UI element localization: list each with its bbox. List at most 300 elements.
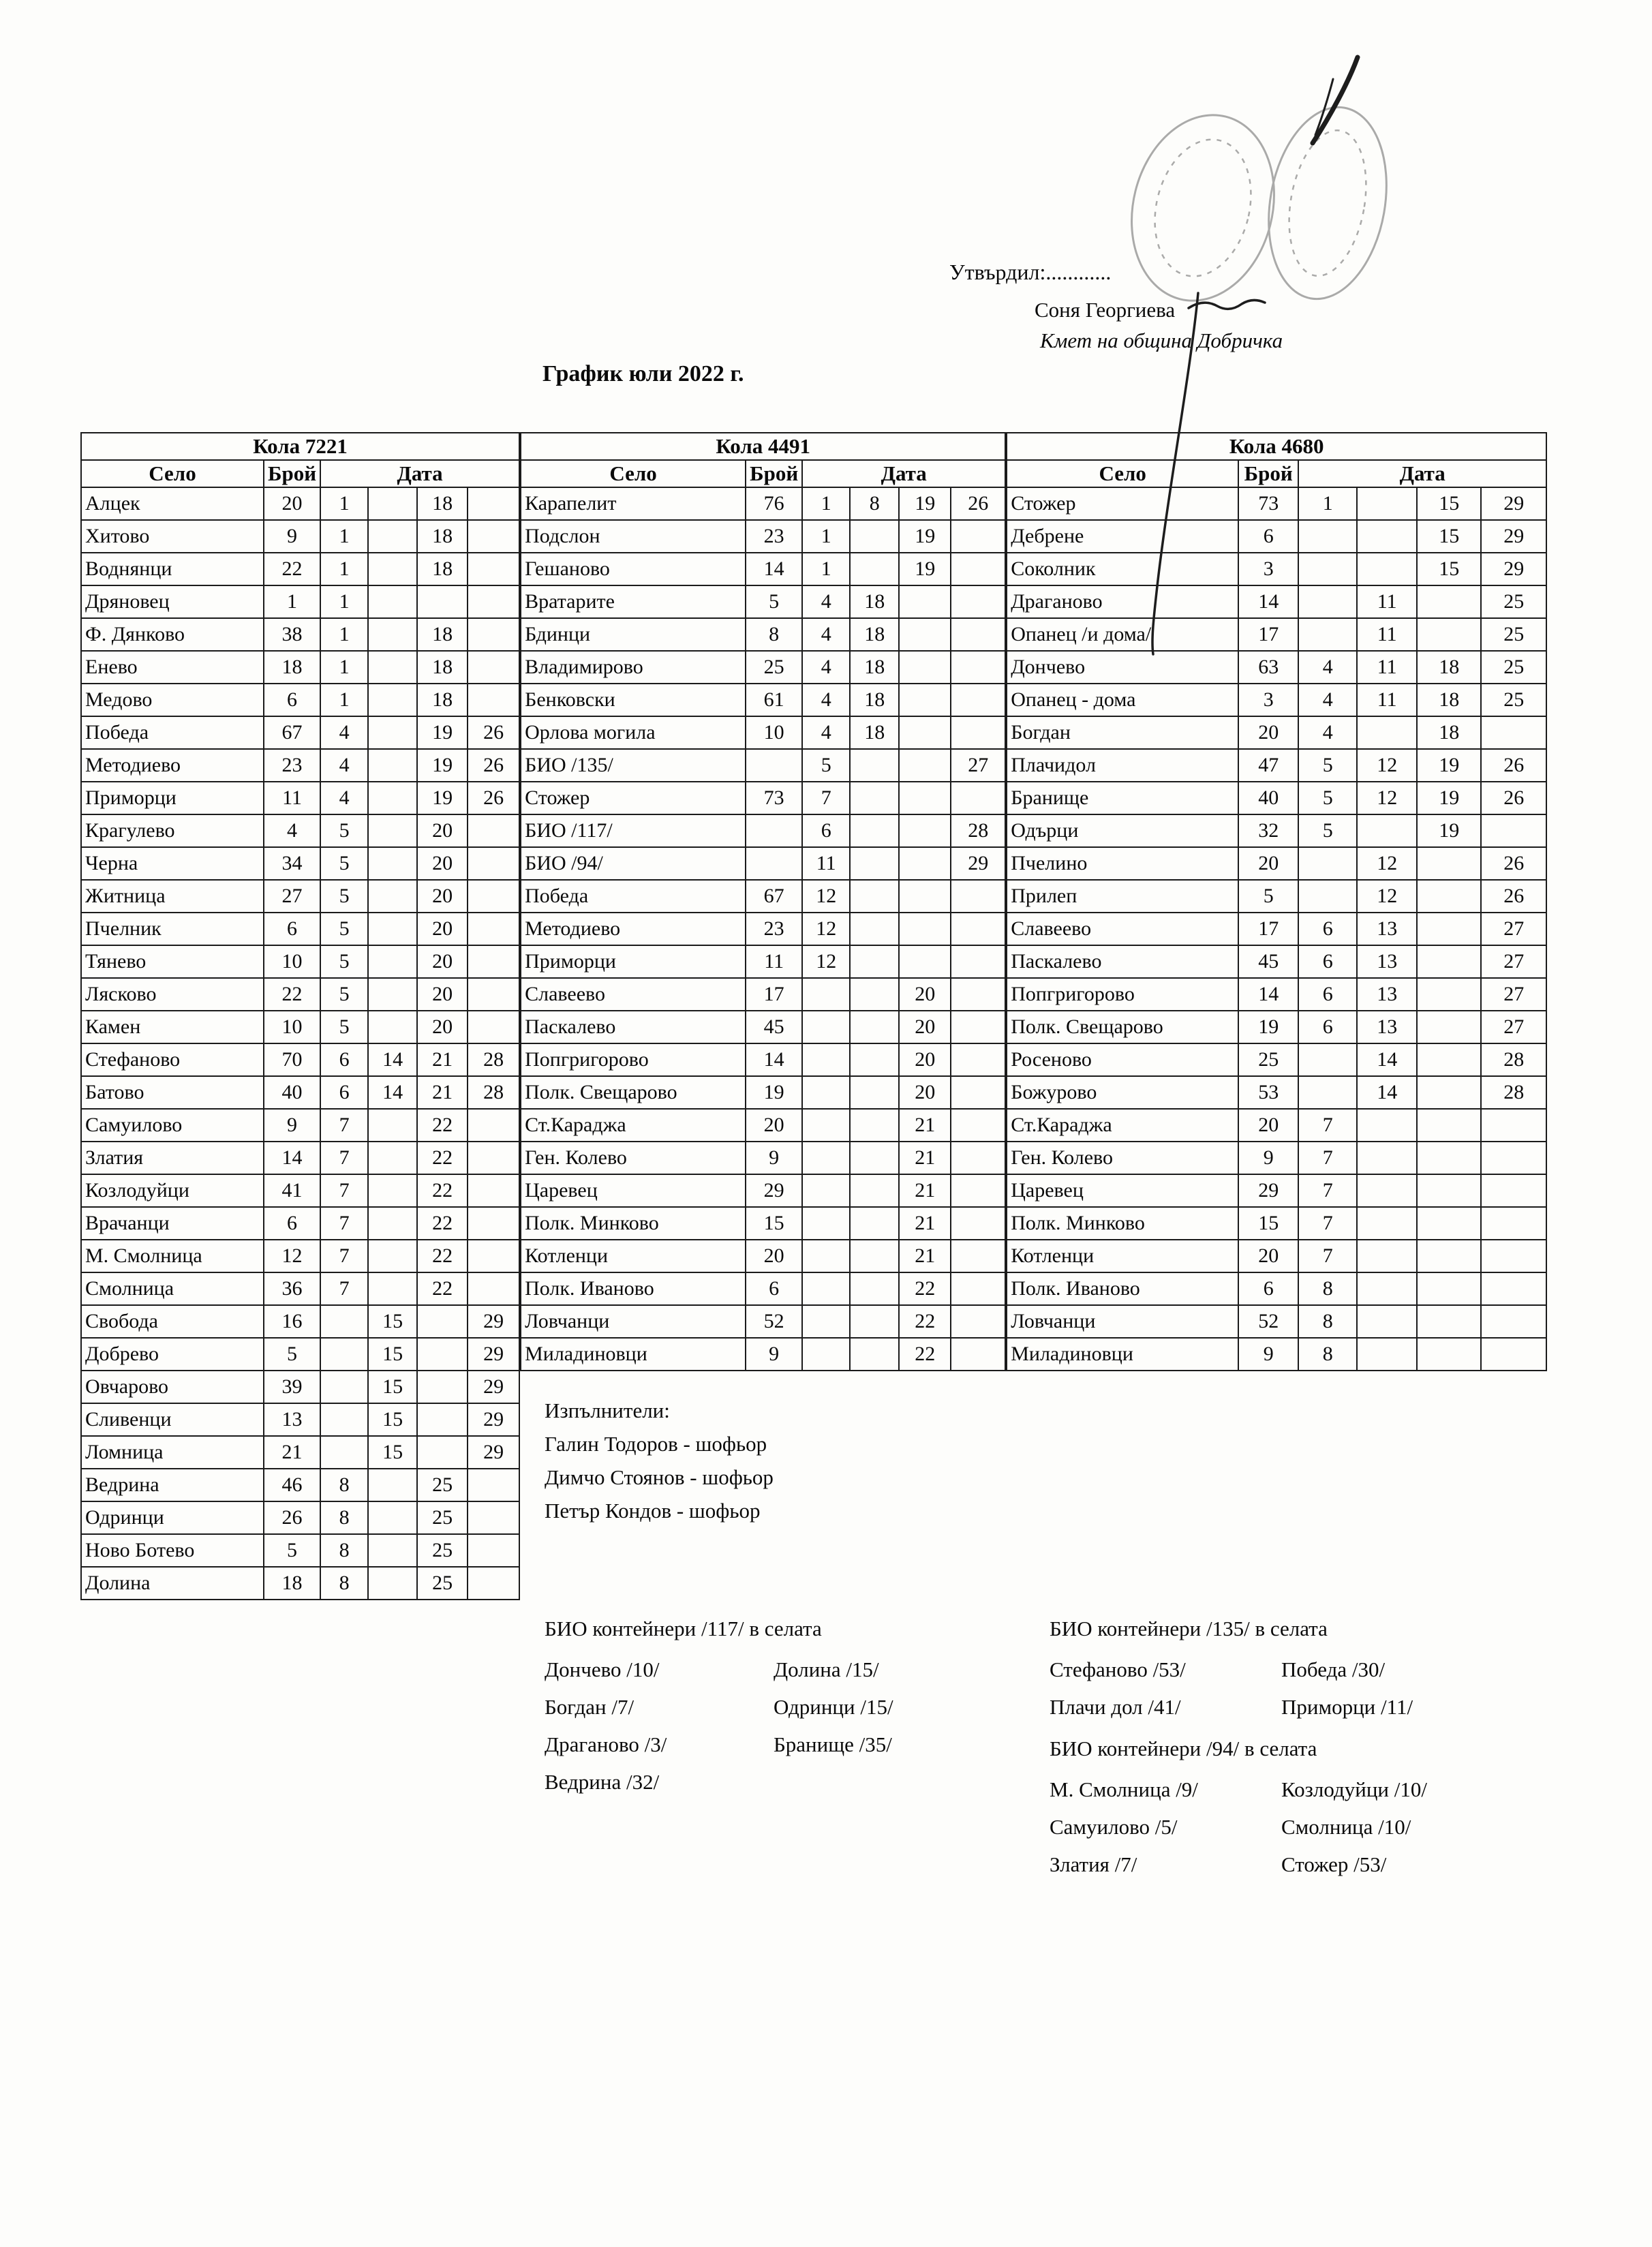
date-cell: 19 bbox=[1417, 814, 1481, 847]
date-cell bbox=[951, 1109, 1005, 1142]
date-cell bbox=[802, 1011, 850, 1043]
date-cell: 22 bbox=[417, 1240, 468, 1272]
date-cell bbox=[899, 945, 951, 978]
signature-stroke bbox=[1313, 57, 1358, 143]
date-cell: 8 bbox=[1298, 1305, 1357, 1338]
date-cell bbox=[951, 1043, 1005, 1076]
count-cell: 52 bbox=[1238, 1305, 1298, 1338]
date-cell: 22 bbox=[417, 1142, 468, 1174]
count-cell: 23 bbox=[746, 520, 802, 553]
bio-item: Стожер /53/ bbox=[1281, 1852, 1387, 1876]
date-cell: 12 bbox=[1357, 880, 1417, 913]
date-cell bbox=[850, 1305, 899, 1338]
count-cell: 23 bbox=[264, 749, 320, 782]
date-cell bbox=[1481, 814, 1546, 847]
village-cell: Стефаново bbox=[81, 1043, 264, 1076]
table-row bbox=[521, 1272, 1005, 1305]
date-cell bbox=[951, 1207, 1005, 1240]
date-cell: 5 bbox=[1298, 749, 1357, 782]
date-cell: 21 bbox=[417, 1076, 468, 1109]
village-cell: Плачидол bbox=[1007, 749, 1238, 782]
date-cell bbox=[468, 585, 519, 618]
bio-village-list bbox=[545, 1657, 978, 1807]
col-header-count: Брой bbox=[746, 460, 802, 487]
count-cell: 20 bbox=[1238, 716, 1298, 749]
date-cell bbox=[1417, 585, 1481, 618]
column-header-row bbox=[521, 460, 1005, 487]
date-cell: 12 bbox=[802, 945, 850, 978]
count-cell: 14 bbox=[1238, 978, 1298, 1011]
date-cell bbox=[1417, 1174, 1481, 1207]
village-cell: Попгригорово bbox=[521, 1043, 746, 1076]
date-cell: 25 bbox=[417, 1501, 468, 1534]
date-cell: 7 bbox=[1298, 1109, 1357, 1142]
village-cell: Одринци bbox=[81, 1501, 264, 1534]
village-cell: Орлова могила bbox=[521, 716, 746, 749]
date-cell bbox=[1481, 1207, 1546, 1240]
table-row bbox=[1007, 978, 1546, 1011]
date-cell: 29 bbox=[468, 1338, 519, 1371]
date-cell: 7 bbox=[320, 1272, 368, 1305]
date-cell bbox=[468, 520, 519, 553]
date-cell bbox=[951, 1305, 1005, 1338]
date-cell bbox=[417, 585, 468, 618]
date-cell: 1 bbox=[320, 618, 368, 651]
date-cell: 11 bbox=[1357, 651, 1417, 684]
date-cell: 29 bbox=[468, 1436, 519, 1469]
count-cell: 3 bbox=[1238, 684, 1298, 716]
date-cell: 13 bbox=[1357, 913, 1417, 945]
date-cell bbox=[1357, 1305, 1417, 1338]
bio-item: Плачи дол /41/ bbox=[1050, 1695, 1181, 1719]
village-cell: Крагулево bbox=[81, 814, 264, 847]
date-cell: 6 bbox=[1298, 945, 1357, 978]
table-row bbox=[1007, 520, 1546, 553]
date-cell: 22 bbox=[899, 1305, 951, 1338]
column-header-row bbox=[81, 460, 519, 487]
date-cell: 19 bbox=[1417, 749, 1481, 782]
count-cell: 3 bbox=[1238, 553, 1298, 585]
count-cell: 6 bbox=[264, 913, 320, 945]
village-cell: Полк. Свещарово bbox=[1007, 1011, 1238, 1043]
count-cell: 14 bbox=[1238, 585, 1298, 618]
date-cell bbox=[850, 847, 899, 880]
village-cell: Опанец /и дома/ bbox=[1007, 618, 1238, 651]
date-cell: 11 bbox=[802, 847, 850, 880]
date-cell: 18 bbox=[1417, 684, 1481, 716]
village-cell: Дончево bbox=[1007, 651, 1238, 684]
bio-item bbox=[774, 1770, 978, 1807]
count-cell: 73 bbox=[746, 782, 802, 814]
count-cell: 53 bbox=[1238, 1076, 1298, 1109]
table-row bbox=[521, 487, 1005, 520]
date-cell bbox=[951, 1240, 1005, 1272]
village-cell: Батово bbox=[81, 1076, 264, 1109]
date-cell bbox=[368, 520, 417, 553]
count-cell: 6 bbox=[1238, 520, 1298, 553]
village-cell: Славеево bbox=[521, 978, 746, 1011]
village-cell: М. Смолница bbox=[81, 1240, 264, 1272]
date-cell bbox=[951, 553, 1005, 585]
date-cell bbox=[468, 684, 519, 716]
date-cell: 27 bbox=[1481, 913, 1546, 945]
date-cell bbox=[368, 814, 417, 847]
date-cell bbox=[1417, 1043, 1481, 1076]
date-cell bbox=[850, 1076, 899, 1109]
date-cell bbox=[802, 1076, 850, 1109]
date-cell: 15 bbox=[368, 1371, 417, 1403]
table-row bbox=[81, 1142, 519, 1174]
table-row bbox=[1007, 684, 1546, 716]
table-row bbox=[1007, 618, 1546, 651]
village-cell: Ст.Караджа bbox=[521, 1109, 746, 1142]
village-cell: Добрево bbox=[81, 1338, 264, 1371]
date-cell bbox=[1357, 1338, 1417, 1371]
date-cell bbox=[951, 945, 1005, 978]
date-cell bbox=[417, 1305, 468, 1338]
village-cell: Методиево bbox=[81, 749, 264, 782]
table-row bbox=[521, 585, 1005, 618]
date-cell: 20 bbox=[899, 1043, 951, 1076]
date-cell bbox=[850, 749, 899, 782]
col-header-date: Дата bbox=[802, 460, 1005, 487]
table-row bbox=[1007, 913, 1546, 945]
village-cell: Дряновец bbox=[81, 585, 264, 618]
date-cell: 18 bbox=[417, 651, 468, 684]
count-cell: 25 bbox=[746, 651, 802, 684]
table-row bbox=[81, 1534, 519, 1567]
count-cell: 1 bbox=[264, 585, 320, 618]
count-cell: 10 bbox=[264, 945, 320, 978]
date-cell bbox=[468, 847, 519, 880]
village-cell: Долина bbox=[81, 1567, 264, 1600]
date-cell: 25 bbox=[417, 1469, 468, 1501]
date-cell: 27 bbox=[1481, 1011, 1546, 1043]
date-cell bbox=[368, 618, 417, 651]
table-row bbox=[1007, 1272, 1546, 1305]
date-cell: 25 bbox=[417, 1567, 468, 1600]
date-cell: 15 bbox=[1417, 520, 1481, 553]
count-cell: 15 bbox=[1238, 1207, 1298, 1240]
count-cell: 40 bbox=[1238, 782, 1298, 814]
date-cell: 15 bbox=[1417, 487, 1481, 520]
table-row bbox=[521, 1240, 1005, 1272]
date-cell bbox=[1417, 1305, 1481, 1338]
table-row bbox=[521, 749, 1005, 782]
date-cell bbox=[951, 1076, 1005, 1109]
date-cell bbox=[951, 651, 1005, 684]
village-cell: Стожер bbox=[521, 782, 746, 814]
column-header-row bbox=[1007, 460, 1546, 487]
table-row bbox=[521, 1174, 1005, 1207]
date-cell bbox=[1357, 1207, 1417, 1240]
village-cell: Козлодуйци bbox=[81, 1174, 264, 1207]
date-cell: 4 bbox=[802, 585, 850, 618]
count-cell: 67 bbox=[746, 880, 802, 913]
date-cell bbox=[850, 1011, 899, 1043]
date-cell bbox=[802, 1174, 850, 1207]
table-row bbox=[1007, 749, 1546, 782]
village-cell: Смолница bbox=[81, 1272, 264, 1305]
count-cell: 13 bbox=[264, 1403, 320, 1436]
date-cell: 1 bbox=[320, 487, 368, 520]
date-cell: 25 bbox=[1481, 684, 1546, 716]
table-row bbox=[521, 782, 1005, 814]
date-cell bbox=[468, 1272, 519, 1305]
executors-list bbox=[545, 1432, 774, 1532]
date-cell bbox=[1481, 1174, 1546, 1207]
count-cell: 73 bbox=[1238, 487, 1298, 520]
date-cell bbox=[468, 913, 519, 945]
date-cell bbox=[1357, 553, 1417, 585]
table-row bbox=[521, 684, 1005, 716]
bio-item: Козлодуйци /10/ bbox=[1281, 1777, 1427, 1801]
count-cell: 12 bbox=[264, 1240, 320, 1272]
date-cell: 18 bbox=[417, 618, 468, 651]
date-cell: 15 bbox=[368, 1305, 417, 1338]
table-row bbox=[81, 847, 519, 880]
village-cell: БИО /117/ bbox=[521, 814, 746, 847]
date-cell: 27 bbox=[1481, 978, 1546, 1011]
village-cell: Славеево bbox=[1007, 913, 1238, 945]
date-cell bbox=[468, 945, 519, 978]
date-cell: 8 bbox=[1298, 1338, 1357, 1371]
date-cell bbox=[368, 553, 417, 585]
date-cell bbox=[951, 1011, 1005, 1043]
table-row bbox=[81, 651, 519, 684]
date-cell bbox=[951, 978, 1005, 1011]
village-cell: Стожер bbox=[1007, 487, 1238, 520]
date-cell bbox=[468, 553, 519, 585]
col-header-count: Брой bbox=[1238, 460, 1298, 487]
bio-section-title: БИО контейнери /135/ в селата bbox=[1050, 1617, 1328, 1640]
executor-item: Димчо Стоянов - шофьор bbox=[545, 1465, 774, 1489]
count-cell: 15 bbox=[746, 1207, 802, 1240]
date-cell: 1 bbox=[320, 651, 368, 684]
village-cell: Подслон bbox=[521, 520, 746, 553]
count-cell: 17 bbox=[1238, 618, 1298, 651]
col-header-village: Село bbox=[81, 460, 264, 487]
table-row bbox=[81, 618, 519, 651]
table-row bbox=[521, 1305, 1005, 1338]
date-cell: 19 bbox=[899, 553, 951, 585]
village-cell: Сливенци bbox=[81, 1403, 264, 1436]
village-cell: Владимирово bbox=[521, 651, 746, 684]
table-row bbox=[81, 553, 519, 585]
date-cell bbox=[320, 1305, 368, 1338]
date-cell bbox=[802, 1043, 850, 1076]
count-cell: 6 bbox=[746, 1272, 802, 1305]
count-cell: 16 bbox=[264, 1305, 320, 1338]
table-row bbox=[81, 1011, 519, 1043]
date-cell: 21 bbox=[417, 1043, 468, 1076]
date-cell bbox=[368, 880, 417, 913]
date-cell: 18 bbox=[417, 684, 468, 716]
date-cell bbox=[368, 1534, 417, 1567]
count-cell: 27 bbox=[264, 880, 320, 913]
count-cell bbox=[746, 749, 802, 782]
date-cell bbox=[802, 1207, 850, 1240]
count-cell: 10 bbox=[264, 1011, 320, 1043]
count-cell: 5 bbox=[746, 585, 802, 618]
date-cell bbox=[368, 1142, 417, 1174]
count-cell: 76 bbox=[746, 487, 802, 520]
table-row bbox=[1007, 1338, 1546, 1371]
table-row bbox=[81, 1305, 519, 1338]
page-title: График юли 2022 г. bbox=[542, 361, 744, 386]
village-cell: Победа bbox=[81, 716, 264, 749]
bio-item: Драганово /3/ bbox=[545, 1732, 667, 1756]
date-cell: 19 bbox=[1417, 782, 1481, 814]
date-cell: 20 bbox=[417, 847, 468, 880]
count-cell: 23 bbox=[746, 913, 802, 945]
table-row bbox=[521, 1338, 1005, 1371]
date-cell: 20 bbox=[899, 978, 951, 1011]
count-cell: 14 bbox=[264, 1142, 320, 1174]
date-cell bbox=[368, 1501, 417, 1534]
date-cell: 29 bbox=[468, 1305, 519, 1338]
bio-item: Самуилово /5/ bbox=[1050, 1815, 1178, 1839]
date-cell: 4 bbox=[802, 684, 850, 716]
date-cell bbox=[368, 749, 417, 782]
stamp-icon bbox=[1113, 98, 1401, 316]
date-cell bbox=[951, 1174, 1005, 1207]
date-cell: 29 bbox=[1481, 553, 1546, 585]
count-cell: 11 bbox=[264, 782, 320, 814]
date-cell: 19 bbox=[417, 782, 468, 814]
table-row bbox=[81, 814, 519, 847]
date-cell: 18 bbox=[850, 651, 899, 684]
table-row bbox=[81, 1174, 519, 1207]
count-cell: 32 bbox=[1238, 814, 1298, 847]
bio-item: Стефаново /53/ bbox=[1050, 1657, 1186, 1681]
table-row bbox=[521, 520, 1005, 553]
schedule-table-kola-4491 bbox=[520, 432, 1006, 1371]
date-cell bbox=[899, 814, 951, 847]
date-cell bbox=[850, 520, 899, 553]
village-cell: Победа bbox=[521, 880, 746, 913]
village-cell: Драганово bbox=[1007, 585, 1238, 618]
village-cell: Методиево bbox=[521, 913, 746, 945]
date-cell bbox=[468, 1109, 519, 1142]
date-cell: 5 bbox=[320, 978, 368, 1011]
count-cell: 9 bbox=[1238, 1142, 1298, 1174]
date-cell: 19 bbox=[899, 487, 951, 520]
table-row bbox=[81, 1240, 519, 1272]
date-cell bbox=[1298, 880, 1357, 913]
date-cell: 1 bbox=[802, 487, 850, 520]
village-cell: Паскалево bbox=[521, 1011, 746, 1043]
village-cell: Пчелино bbox=[1007, 847, 1238, 880]
date-cell bbox=[899, 716, 951, 749]
date-cell bbox=[850, 945, 899, 978]
count-cell: 40 bbox=[264, 1076, 320, 1109]
count-cell: 34 bbox=[264, 847, 320, 880]
date-cell bbox=[1357, 1240, 1417, 1272]
count-cell: 9 bbox=[264, 1109, 320, 1142]
village-cell: Хитово bbox=[81, 520, 264, 553]
date-cell: 4 bbox=[802, 651, 850, 684]
bio-item: Одринци /15/ bbox=[774, 1695, 893, 1719]
schedule-tables bbox=[80, 432, 1547, 1600]
table-row bbox=[1007, 1142, 1546, 1174]
bio-item: Победа /30/ bbox=[1281, 1657, 1386, 1681]
date-cell: 29 bbox=[1481, 520, 1546, 553]
date-cell: 21 bbox=[899, 1109, 951, 1142]
date-cell: 18 bbox=[850, 684, 899, 716]
date-cell bbox=[468, 487, 519, 520]
date-cell bbox=[468, 1240, 519, 1272]
date-cell bbox=[1357, 1109, 1417, 1142]
date-cell bbox=[1298, 1076, 1357, 1109]
date-cell: 18 bbox=[850, 618, 899, 651]
village-cell: Одърци bbox=[1007, 814, 1238, 847]
date-cell: 5 bbox=[320, 945, 368, 978]
date-cell bbox=[368, 913, 417, 945]
schedule-table-kola-7221 bbox=[80, 432, 520, 1600]
date-cell bbox=[1417, 1109, 1481, 1142]
bio-item: Дончево /10/ bbox=[545, 1657, 660, 1681]
date-cell bbox=[417, 1338, 468, 1371]
date-cell: 29 bbox=[468, 1403, 519, 1436]
table-row bbox=[521, 814, 1005, 847]
date-cell bbox=[850, 1207, 899, 1240]
date-cell: 8 bbox=[320, 1567, 368, 1600]
executor-item: Галин Тодоров - шофьор bbox=[545, 1432, 767, 1456]
village-cell: Паскалево bbox=[1007, 945, 1238, 978]
date-cell bbox=[1417, 1240, 1481, 1272]
date-cell bbox=[368, 1469, 417, 1501]
col-header-village: Село bbox=[1007, 460, 1238, 487]
table-row bbox=[521, 1076, 1005, 1109]
table-title-row bbox=[1007, 433, 1546, 460]
table-row bbox=[521, 1011, 1005, 1043]
village-cell: Лясково bbox=[81, 978, 264, 1011]
date-cell: 15 bbox=[1417, 553, 1481, 585]
village-cell: Енево bbox=[81, 651, 264, 684]
date-cell bbox=[468, 1567, 519, 1600]
village-cell: Опанец - дома bbox=[1007, 684, 1238, 716]
date-cell: 1 bbox=[802, 520, 850, 553]
village-cell: Врачанци bbox=[81, 1207, 264, 1240]
count-cell: 61 bbox=[746, 684, 802, 716]
count-cell: 14 bbox=[746, 1043, 802, 1076]
col-header-date: Дата bbox=[320, 460, 519, 487]
date-cell: 21 bbox=[899, 1174, 951, 1207]
village-cell: Приморци bbox=[521, 945, 746, 978]
village-cell: Ф. Дянково bbox=[81, 618, 264, 651]
table-row bbox=[81, 978, 519, 1011]
date-cell: 8 bbox=[320, 1534, 368, 1567]
village-cell: БИО /94/ bbox=[521, 847, 746, 880]
date-cell bbox=[951, 1272, 1005, 1305]
village-cell: Котленци bbox=[1007, 1240, 1238, 1272]
date-cell: 20 bbox=[899, 1011, 951, 1043]
date-cell: 22 bbox=[417, 1207, 468, 1240]
date-cell: 7 bbox=[320, 1207, 368, 1240]
table-row bbox=[81, 1371, 519, 1403]
count-cell: 20 bbox=[746, 1240, 802, 1272]
date-cell bbox=[468, 814, 519, 847]
date-cell bbox=[951, 913, 1005, 945]
table-row bbox=[521, 1043, 1005, 1076]
date-cell bbox=[1357, 1174, 1417, 1207]
date-cell bbox=[850, 1142, 899, 1174]
count-cell: 22 bbox=[264, 553, 320, 585]
table-row bbox=[521, 1207, 1005, 1240]
count-cell: 45 bbox=[1238, 945, 1298, 978]
date-cell bbox=[850, 1240, 899, 1272]
